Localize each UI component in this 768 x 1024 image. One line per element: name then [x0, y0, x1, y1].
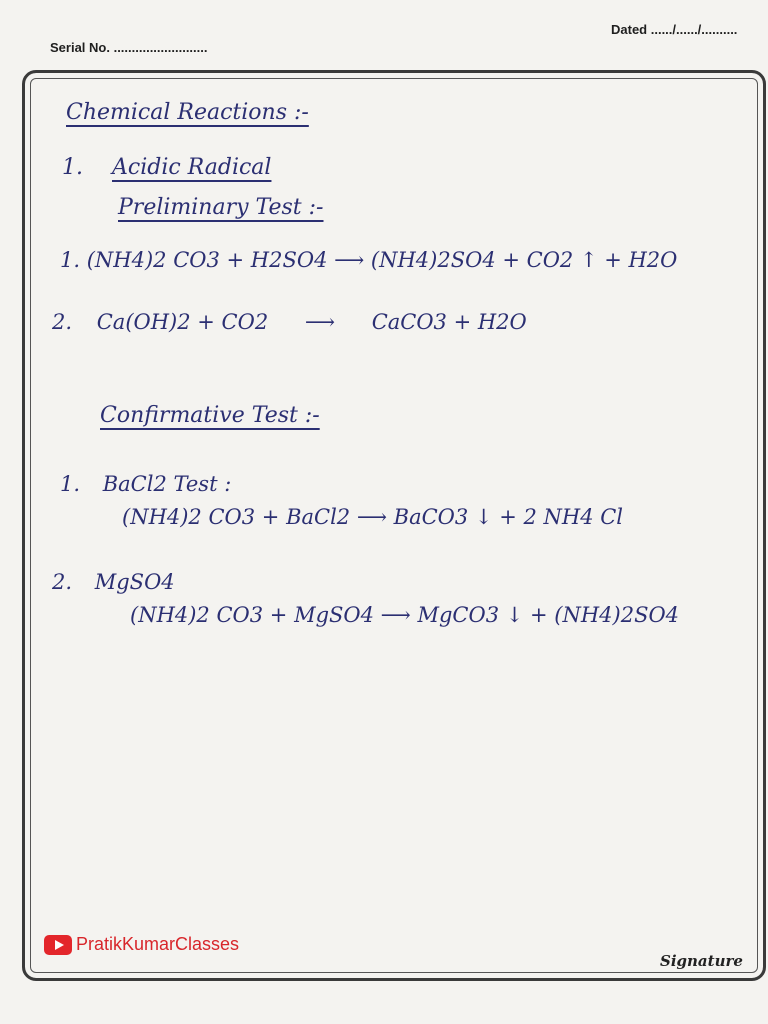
- reaction-lhs: (NH4)2 CO3 + H2SO4: [86, 248, 328, 272]
- reaction-arrow: ⟶: [334, 248, 365, 272]
- section-title: Acidic Radical: [112, 155, 272, 180]
- test-number: 2.: [52, 570, 73, 594]
- youtube-icon: [44, 935, 72, 955]
- test-number: 1.: [60, 472, 81, 496]
- subheading: Preliminary Test :-: [118, 195, 324, 220]
- reaction-rhs: CaCO3 + H2O: [371, 310, 527, 334]
- reaction-rhs: MgCO3 ↓ + (NH4)2SO4: [417, 603, 680, 627]
- section-heading: [62, 155, 271, 180]
- reaction-rhs: BaCO3 ↓ + 2 NH4 Cl: [393, 505, 624, 529]
- test-label: MgSO4: [94, 570, 175, 594]
- notes-title: Chemical Reactions :-: [66, 100, 309, 125]
- reaction-arrow: ⟶: [304, 310, 335, 334]
- reaction-arrow: ⟶: [356, 505, 387, 529]
- serial-no-label: Serial No. ..........................: [50, 40, 208, 55]
- confirmative-heading: Confirmative Test :-: [100, 403, 320, 428]
- section-number: 1.: [62, 155, 83, 180]
- reaction-number: 1.: [60, 248, 81, 272]
- channel-watermark: [44, 934, 239, 955]
- confirmative-test-1-label: [60, 472, 231, 496]
- signature-label: Signature: [660, 952, 743, 970]
- reaction-lhs: Ca(OH)2 + CO2: [96, 310, 269, 334]
- reaction-lhs: (NH4)2 CO3 + MgSO4: [130, 603, 374, 627]
- reaction-lhs: (NH4)2 CO3 + BaCl2: [122, 505, 351, 529]
- reaction-rhs: (NH4)2SO4 + CO2 ↑ + H2O: [370, 248, 678, 272]
- dated-label: Dated ....../....../..........: [611, 22, 738, 37]
- reaction-arrow: ⟶: [380, 603, 411, 627]
- reaction-number: 2.: [52, 310, 73, 334]
- confirmative-test-2-label: [52, 570, 175, 594]
- test-label: BaCl2 Test :: [102, 472, 232, 496]
- confirmative-reaction-2: [130, 603, 679, 627]
- preliminary-reaction-1: [60, 248, 677, 272]
- channel-name: PratikKumarClasses: [76, 934, 240, 954]
- confirmative-reaction-1: [122, 505, 623, 529]
- preliminary-reaction-2: [52, 310, 527, 334]
